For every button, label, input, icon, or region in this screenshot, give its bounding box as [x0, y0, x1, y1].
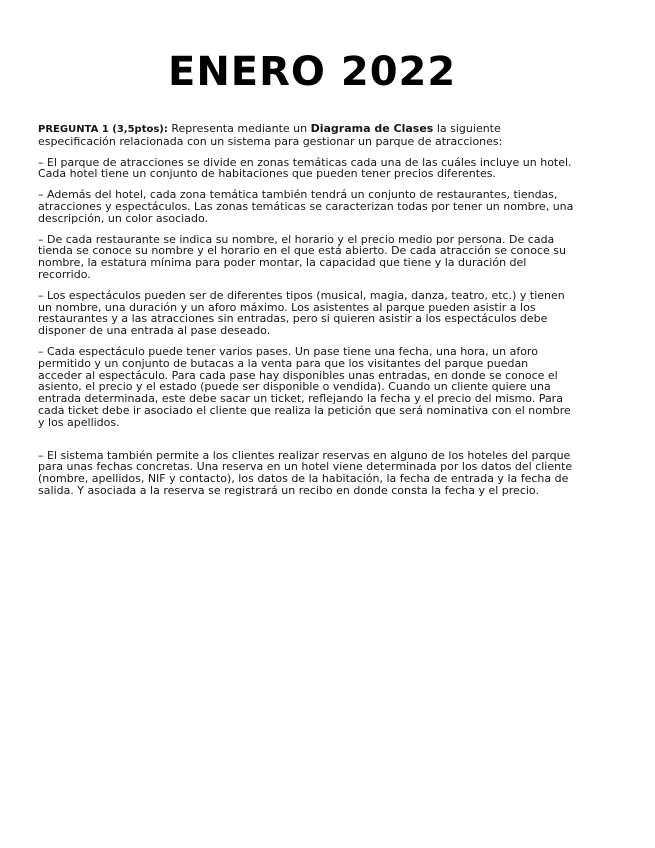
document-body	[38, 123, 574, 506]
bold-term-class-diagram: Diagrama de Clases	[310, 122, 434, 135]
question-intro-before: Representa mediante un	[167, 122, 311, 135]
question-intro	[38, 123, 574, 148]
paragraph-zone-contents: – Además del hotel, cada zona temática también tendrá un conjunto de restaurantes, tiendas, atracciones y espectáculos. Las zonas temáticas se caracterizan todas por tener un nombre, una descripción, un color asociado.	[38, 188, 574, 225]
paragraph-shows: – Los espectáculos pueden ser de diferentes tipos (musical, magia, danza, teatro, etc.) y tienen un nombre, una duración y un aforo máximo. Los asistentes al parque pueden asistir a los restaurantes y a las atracciones sin entradas, pero si quieren asistir a los espectáculos debe disponer de una entrada al pase deseado.	[38, 288, 565, 338]
paragraph-show-passes: – Cada espectáculo puede tener varios pases. Un pase tiene una fecha, una hora, un aforo permitido y un conjunto de butacas a la venta para que los visitantes del parque puedan acceder al espectáculo. Para cada pase hay disponibles unas entradas, en donde se conoce el asiento, el precio y el estado (puede ser disponible o vendida). Cuando un cliente quiere una entrada determinada, este debe sacar un ticket, reflejando la fecha y el precio del mismo. Para cada ticket debe ir asociado el cliente que realiza la petición que será nominativa con el nombre y los apellidos.	[38, 344, 571, 429]
paragraph-restaurants-shops-attractions: – De cada restaurante se indica su nombre, el horario y el precio medio por persona. De cada tienda se conoce su nombre y el horario en el que está abierto. De cada atracción se conoce su nombre, la estatura mínima para poder montar, la capacidad que tiene y la duración del recorrido.	[38, 232, 566, 281]
paragraph-themed-zones: – El parque de atracciones se divide en zonas temáticas cada una de las cuáles incluye un hotel. Cada hotel tiene un conjunto de habitaciones que pueden tener precios diferentes.	[38, 155, 572, 181]
question-intro-after: la siguiente especificación relacionada con un sistema para gestionar un parque de atracciones:	[38, 122, 503, 148]
page-title: ENERO 2022	[168, 49, 457, 95]
paragraph-hotel-reservations: – El sistema también permite a los clientes realizar reservas en alguno de los hoteles del parque para unas fechas concretas. Una reserva en un hotel viene determinada por los datos del cliente (nombre, apellidos, NIF y contacto), los datos de la habitación, la fecha de entrada y la fecha de salida. Y asociada a la reserva se registrará un recibo en donde consta la fecha y el precio.	[38, 448, 573, 497]
question-label: PREGUNTA 1 (3,5ptos):	[38, 124, 168, 135]
